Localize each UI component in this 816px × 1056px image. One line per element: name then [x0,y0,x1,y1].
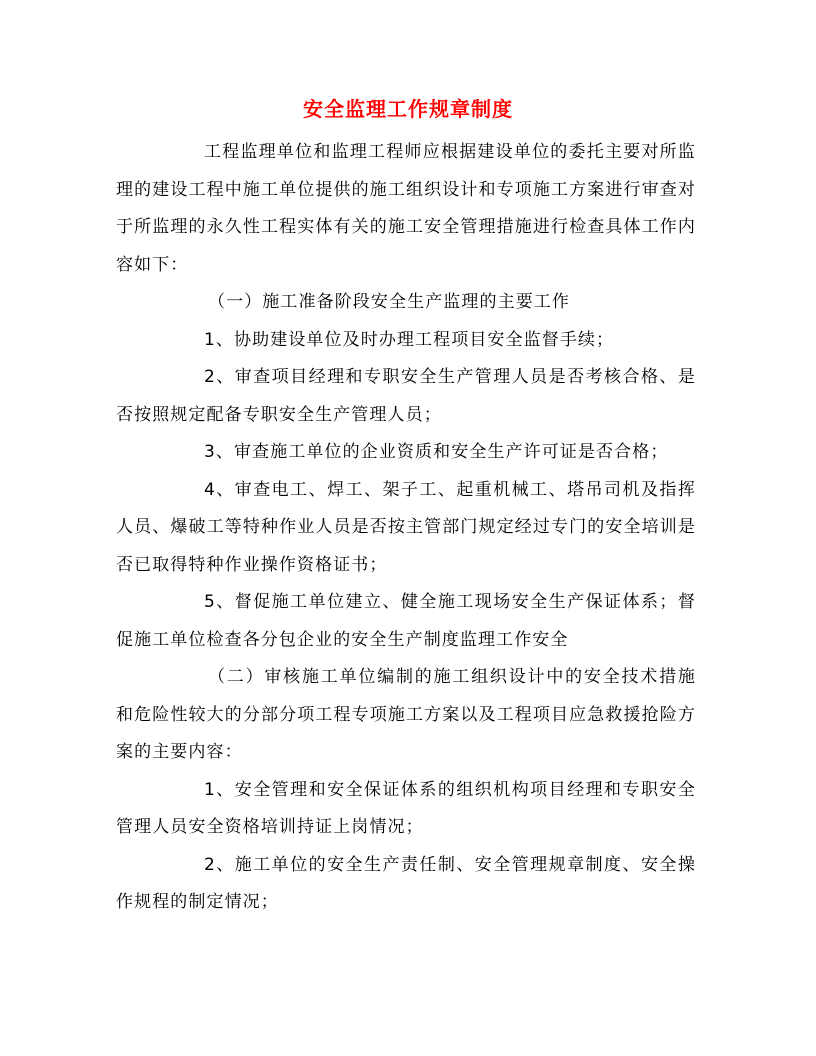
list-item: 1、协助建设单位及时办理工程项目安全监督手续； [204,329,615,350]
document-body [116,134,696,922]
list-item: 5、督促施工单位建立、健全施工现场安全生产保证体系；督促施工单位检查各分包企业的安全生产制度监理工作安全 [116,592,696,650]
list-item: 2、审查项目经理和专职安全生产管理人员是否考核合格、是否按照规定配备专职安全生产管理人员； [116,367,696,425]
list-item: 2、施工单位的安全生产责任制、安全管理规章制度、安全操作规程的制定情况； [116,854,696,912]
section-heading-2: （二）审核施工单位编制的施工组织设计中的安全技术措施和危险性较大的分部分项工程专项施工方案以及工程项目应急救援抢险方案的主要内容： [116,667,696,762]
list-item: 1、安全管理和安全保证体系的组织机构项目经理和专职安全管理人员安全资格培训持证上岗情况； [116,779,696,837]
list-item: 4、审查电工、焊工、架子工、起重机械工、塔吊司机及指挥人员、爆破工等特种作业人员是否按主管部门规定经过专门的安全培训是否已取得特种作业操作资格证书； [116,479,696,575]
document-title: 安全监理工作规章制度 [303,97,513,121]
list-item: 3、审查施工单位的企业资质和安全生产许可证是否合格； [204,442,669,462]
intro-paragraph: 工程监理单位和监理工程师应根据建设单位的委托主要对所监理的建设工程中施工单位提供的施工组织设计和专项施工方案进行审查对于所监理的永久性工程实体有关的施工安全管理措施进行检查具体工作内容如下： [116,142,696,275]
section-heading-1: （一）施工准备阶段安全生产监理的主要工作 [208,292,570,312]
